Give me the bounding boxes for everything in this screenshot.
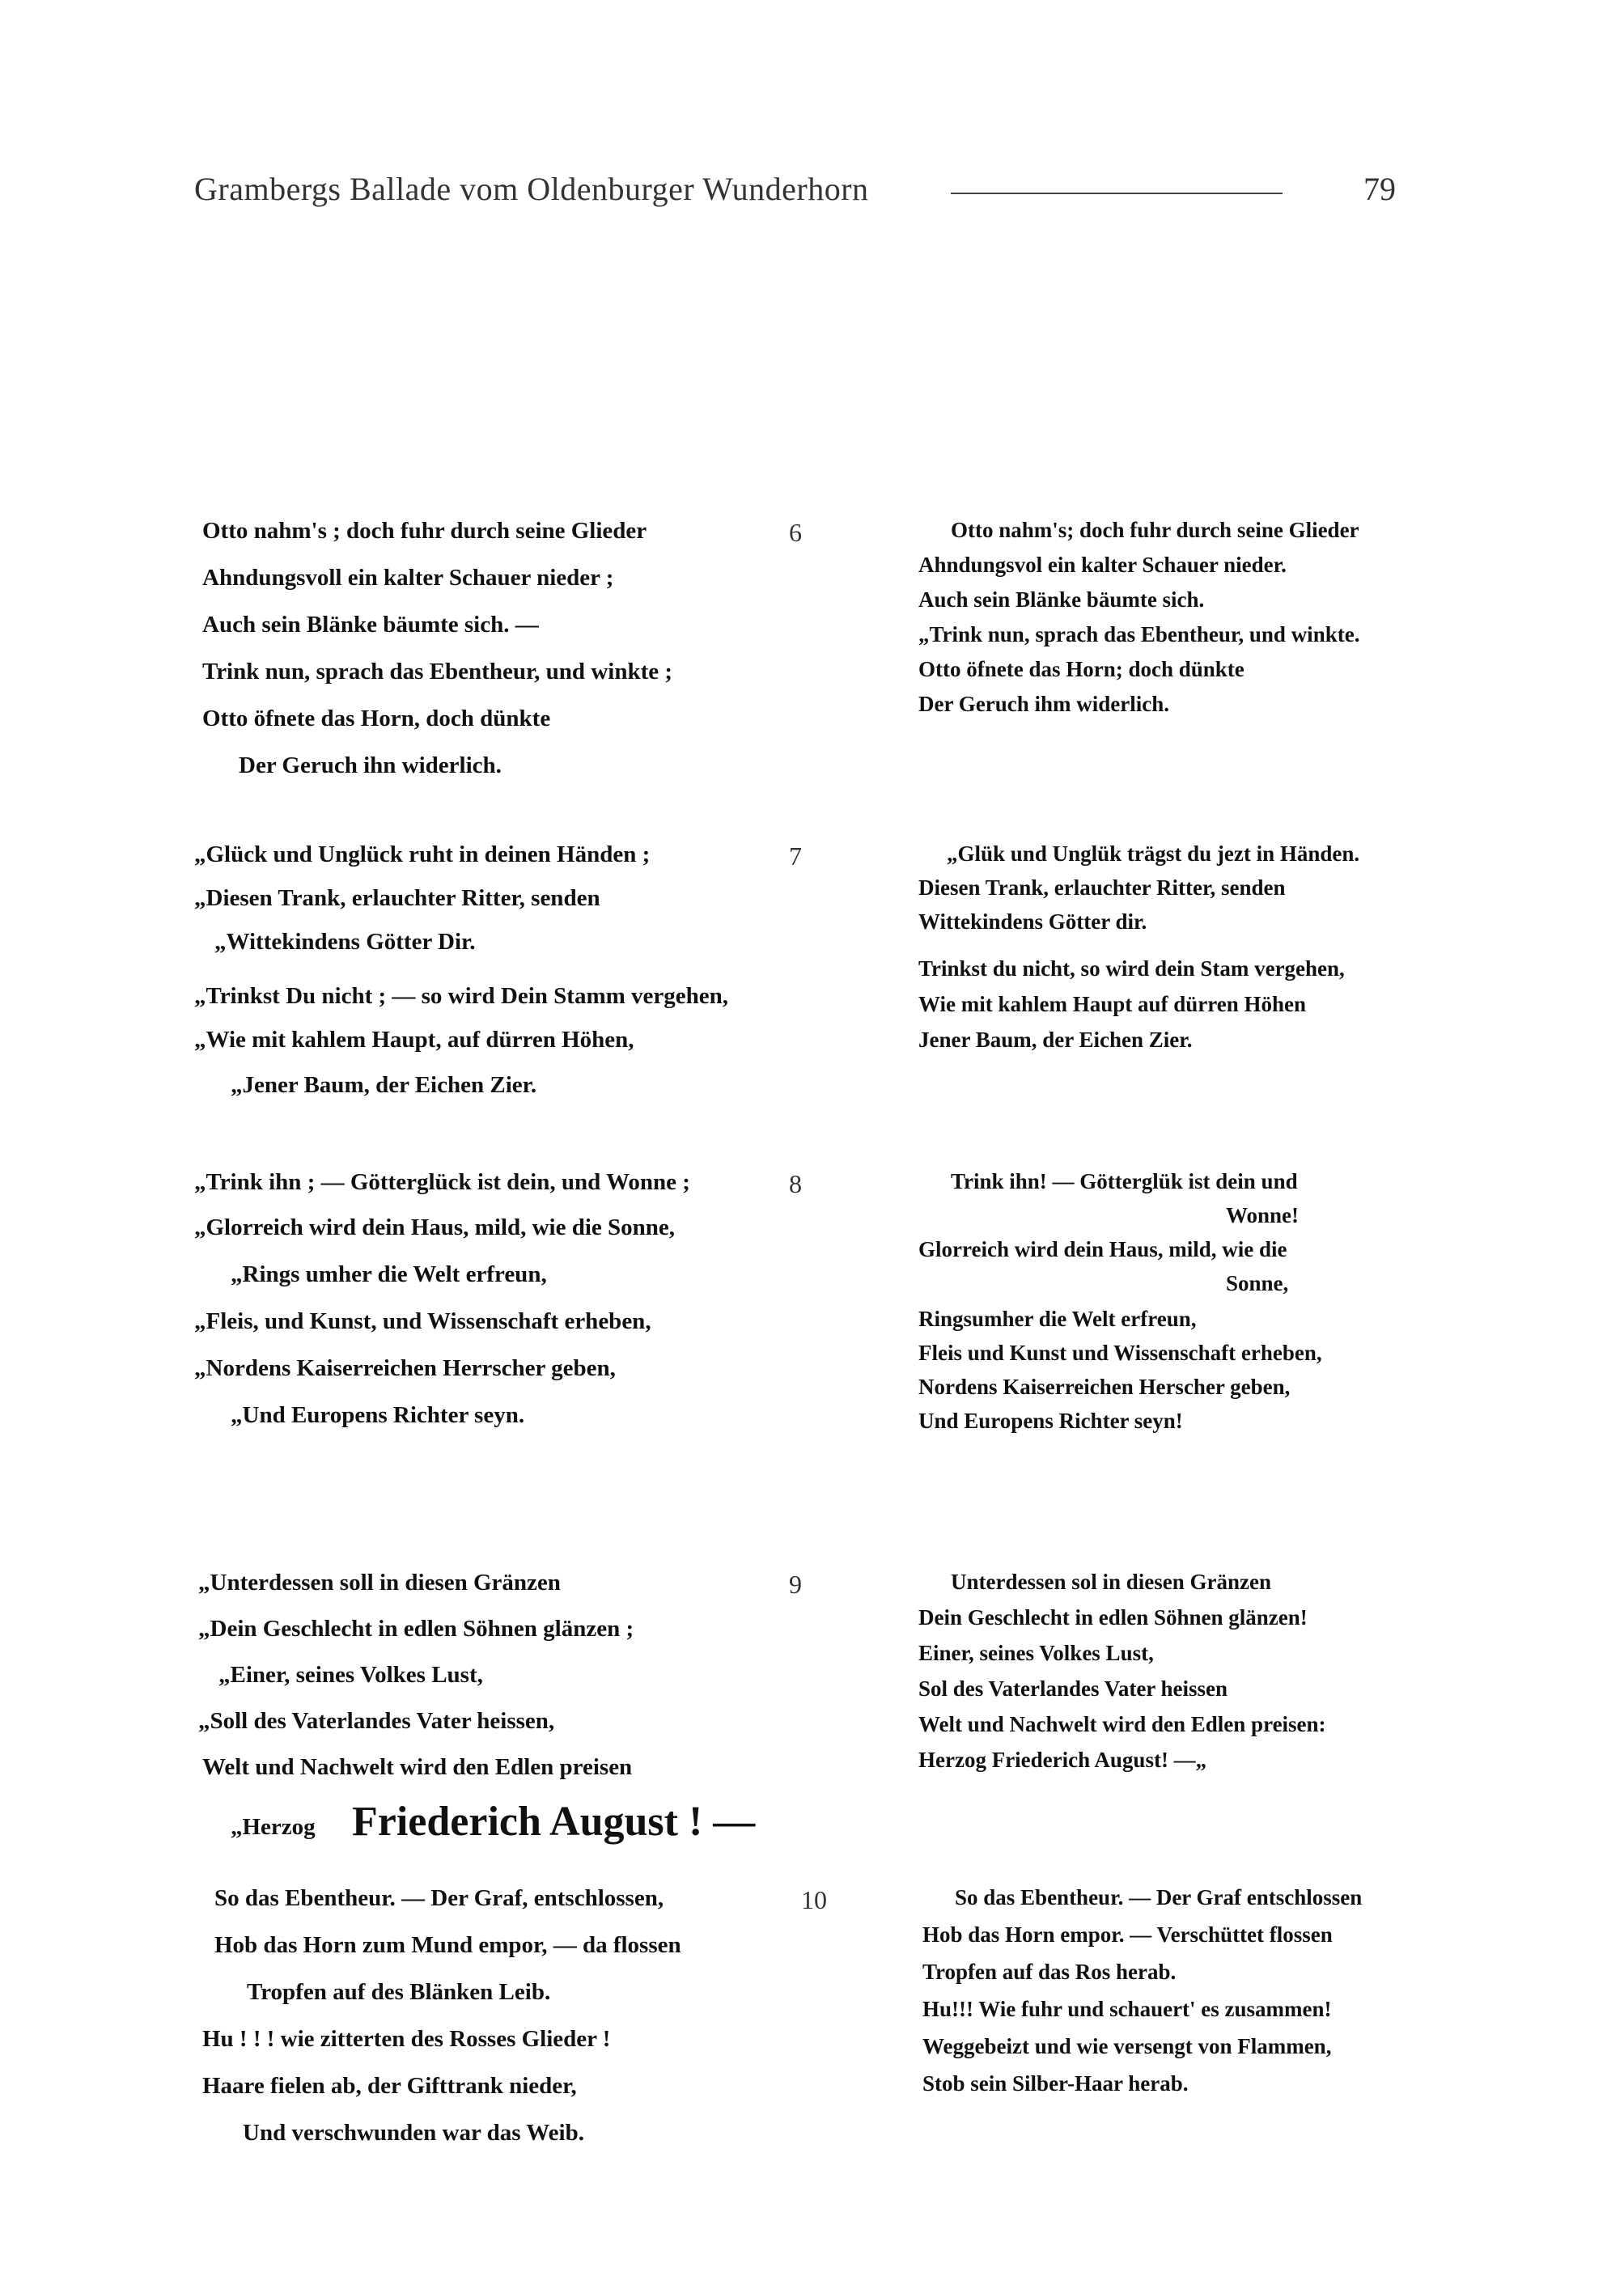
verse-line: Glorreich wird dein Haus, mild, wie die	[918, 1237, 1287, 1261]
stanza-number: 10	[801, 1885, 827, 1914]
verse-line: „Glück und Unglück ruht in deinen Händen ;	[194, 841, 651, 867]
verse-line: Diesen Trank, erlauchter Ritter, senden	[918, 875, 1286, 900]
verse-line: Weggebeizt und wie versengt von Flammen,	[922, 2034, 1332, 2058]
verse-line: Der Geruch ihn widerlich.	[239, 752, 502, 778]
verse-line: Hob das Horn empor. — Verschüttet flossen	[922, 1922, 1333, 1947]
verse-line: Haare fielen ab, der Gifttrank nieder,	[202, 2073, 577, 2099]
verse-line: „Wittekindens Götter Dir.	[214, 929, 476, 955]
verse-line: „Wie mit kahlem Haupt, auf dürren Höhen,	[194, 1027, 634, 1053]
verse-line: Wie mit kahlem Haupt auf dürren Höhen	[918, 992, 1307, 1016]
verse-line: Otto öfnete das Horn, doch dünkte	[202, 706, 551, 731]
verse-line: „Einer, seines Volkes Lust,	[218, 1662, 483, 1688]
verse-line: „Unterdessen soll in diesen Gränzen	[198, 1570, 561, 1596]
verse-line: So das Ebentheur. — Der Graf entschlossen	[955, 1885, 1363, 1909]
verse-line: Unterdessen sol in diesen Gränzen	[951, 1570, 1272, 1594]
verse-line: Trinkst du nicht, so wird dein Stam vergehen,	[918, 956, 1345, 981]
verse-line: Herzog Friederich August! —„	[918, 1748, 1207, 1772]
verse-line: Wonne!	[1226, 1203, 1300, 1227]
verse-line: „Trinkst Du nicht ; — so wird Dein Stamm vergehen,	[194, 983, 729, 1009]
verse-line: Otto öfnete das Horn; doch dünkte	[918, 657, 1245, 681]
verse-line: „Trink ihn ; — Götterglück ist dein, und Wonne ;	[194, 1169, 690, 1195]
verse-line: „Dein Geschlecht in edlen Söhnen glänzen ;	[198, 1616, 634, 1642]
page-number: 79	[1363, 171, 1396, 207]
verse-line: „Und Europens Richter seyn.	[231, 1402, 525, 1428]
verse-line: Wittekindens Götter dir.	[918, 909, 1147, 934]
verse-line: „Glorreich wird dein Haus, mild, wie die Sonne,	[194, 1214, 676, 1240]
verse-line: Nordens Kaiserreichen Herscher geben,	[918, 1375, 1291, 1399]
verse-line: Der Geruch ihm widerlich.	[918, 692, 1169, 716]
verse-line: Einer, seines Volkes Lust,	[918, 1641, 1154, 1665]
verse-line: Tropfen auf das Ros herab.	[922, 1960, 1177, 1984]
verse-line: So das Ebentheur. — Der Graf, entschlossen,	[214, 1885, 664, 1911]
verse-line: Welt und Nachwelt wird den Edlen preisen	[202, 1754, 633, 1780]
header-rule	[951, 193, 1283, 194]
verse-line: „Rings umher die Welt erfreun,	[231, 1261, 547, 1287]
verse-line: Trink ihn! — Götterglük ist dein und	[951, 1169, 1298, 1193]
verse-line: Sol des Vaterlandes Vater heissen	[918, 1676, 1228, 1701]
verse-line: Otto nahm's ; doch fuhr durch seine Glieder	[202, 518, 647, 544]
running-header	[194, 170, 1408, 218]
verse-line: Und verschwunden war das Weib.	[243, 2120, 584, 2146]
verse-line-emphasis: Friederich August ! —	[352, 1799, 756, 1845]
verse-line: Otto nahm's; doch fuhr durch seine Glieder	[951, 518, 1359, 542]
verse-line: Hu ! ! ! wie zitterten des Rosses Glieder !	[202, 2026, 611, 2052]
verse-line: „Soll des Vaterlandes Vater heissen,	[198, 1708, 555, 1734]
verse-line: Ringsumher die Welt erfreun,	[918, 1307, 1197, 1331]
verse-line: Fleis und Kunst und Wissenschaft erheben,	[918, 1341, 1322, 1365]
verse-line: Sonne,	[1226, 1271, 1289, 1295]
verse-line: Und Europens Richter seyn!	[918, 1409, 1183, 1433]
verse-line: Hu!!! Wie fuhr und schauert' es zusammen!	[922, 1997, 1332, 2021]
verse-line: Tropfen auf des Blänken Leib.	[247, 1979, 551, 2005]
verse-line: „Diesen Trank, erlauchter Ritter, senden	[194, 885, 600, 911]
verse-line: Ahndungsvoll ein kalter Schauer nieder ;	[202, 565, 614, 591]
stanza-number: 7	[789, 841, 802, 871]
verse-line: Ahndungsvol ein kalter Schauer nieder.	[918, 553, 1287, 577]
verse-line: Dein Geschlecht in edlen Söhnen glänzen!	[918, 1605, 1308, 1630]
header-title: Grambergs Ballade vom Oldenburger Wunderhorn	[194, 171, 869, 207]
stanza-number: 6	[789, 518, 802, 547]
verse-line: „Trink nun, sprach das Ebentheur, und winkte.	[918, 622, 1360, 646]
stanza-number: 9	[789, 1570, 802, 1599]
verse-line: „Herzog	[231, 1814, 316, 1840]
stanza-number: 8	[789, 1169, 802, 1198]
verse-line: „Jener Baum, der Eichen Zier.	[231, 1072, 537, 1098]
verse-line: Welt und Nachwelt wird den Edlen preisen:	[918, 1712, 1326, 1736]
verse-line: Trink nun, sprach das Ebentheur, und winkte ;	[202, 659, 673, 685]
verse-line: Auch sein Blänke bäumte sich.	[918, 587, 1205, 612]
verse-line: Stob sein Silber-Haar herab.	[922, 2071, 1189, 2096]
verse-line: Auch sein Blänke bäumte sich. —	[202, 612, 539, 638]
verse-line: „Glük und Unglük trägst du jezt in Händen.	[947, 841, 1360, 866]
verse-line: Jener Baum, der Eichen Zier.	[918, 1028, 1193, 1052]
verse-line: Hob das Horn zum Mund empor, — da flossen	[214, 1932, 681, 1958]
verse-line: „Fleis, und Kunst, und Wissenschaft erheben,	[194, 1308, 651, 1334]
verse-line: „Nordens Kaiserreichen Herrscher geben,	[194, 1355, 616, 1381]
